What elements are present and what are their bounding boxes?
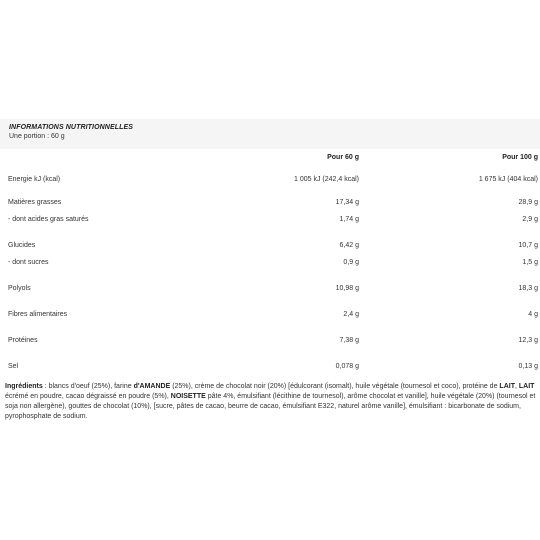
value-per-100g: 1 675 kJ (404 kcal) — [478, 176, 538, 183]
value-per-portion: 17,34 g — [335, 199, 359, 206]
value-per-portion: 2,4 g — [343, 311, 359, 318]
table-column-headers — [0, 154, 540, 166]
value-per-100g: 1,5 g — [522, 259, 538, 266]
column-header-per-100g: Pour 100 g — [502, 154, 538, 161]
nutrition-header — [0, 119, 540, 149]
nutrient-label: - dont acides gras saturés — [8, 216, 89, 223]
nutrition-title: INFORMATIONS NUTRITIONNELLES — [9, 124, 133, 131]
table-row — [0, 216, 540, 228]
ingredients-label: Ingrédients — [5, 383, 43, 390]
column-header-per-portion: Pour 60 g — [327, 154, 359, 161]
table-row — [0, 259, 540, 271]
nutrient-label: Fibres alimentaires — [8, 311, 68, 318]
table-row — [0, 311, 540, 323]
table-row — [0, 285, 540, 297]
value-per-portion: 7,38 g — [339, 337, 359, 344]
value-per-portion: 0,9 g — [343, 259, 359, 266]
ingredients-part: pâte 4%, émulsifiant (lécithine de tournesol), arôme chocolat et vanille], huile végétale (20%) (tournesol et soja non allergène), gouttes de chocolat (10%), [sucre, pâtes de cacao, beurre de cacao, émulsifiant E322, naturel arôme vanille], émulsifiant : bicarbonate de sodium, pyrophosphate de sodium. — [5, 393, 536, 420]
portion-size: Une portion : 60 g — [9, 133, 65, 140]
allergen-milk: LAIT — [518, 383, 535, 390]
ingredients-part: (25%), crème de chocolat noir (20%) [édulcorant (isomalt), huile végétale (tournesol et coco), protéine de — [170, 383, 500, 390]
allergen-milk: LAIT — [499, 383, 515, 390]
value-per-100g: 28,9 g — [518, 199, 538, 206]
nutrient-label: Sel — [8, 363, 19, 370]
nutrient-label: Protéines — [8, 337, 38, 344]
ingredients-part: écrémé en poudre, cacao dégraissé en poudre (5%), — [5, 393, 171, 400]
table-row — [0, 363, 540, 375]
value-per-portion: 10,98 g — [335, 285, 359, 292]
value-per-100g: 12,3 g — [518, 337, 538, 344]
value-per-portion: 1 005 kJ (242,4 kcal) — [294, 176, 359, 183]
nutrient-label: - dont sucres — [8, 259, 49, 266]
nutrient-label: Polyols — [8, 285, 31, 292]
nutrient-label: Energie kJ (kcal) — [8, 176, 61, 183]
value-per-100g: 18,3 g — [518, 285, 538, 292]
value-per-portion: 6,42 g — [339, 242, 359, 249]
nutrient-label: Glucides — [8, 242, 36, 249]
ingredients-text — [5, 382, 537, 422]
ingredients-part: : blancs d'oeuf (25%), farine — [42, 383, 134, 390]
table-row — [0, 199, 540, 211]
allergen-almond: d'AMANDE — [133, 383, 171, 390]
value-per-portion: 1,74 g — [339, 216, 359, 223]
ingredients-part: , — [514, 383, 519, 390]
allergen-hazelnut: NOISETTE — [170, 393, 206, 400]
nutrient-label: Matières grasses — [8, 199, 62, 206]
table-row — [0, 337, 540, 349]
value-per-100g: 2,9 g — [522, 216, 538, 223]
table-row — [0, 176, 540, 188]
value-per-100g: 10,7 g — [518, 242, 538, 249]
table-row — [0, 242, 540, 254]
value-per-100g: 4 g — [528, 311, 538, 318]
value-per-portion: 0,078 g — [335, 363, 359, 370]
value-per-100g: 0,13 g — [518, 363, 538, 370]
